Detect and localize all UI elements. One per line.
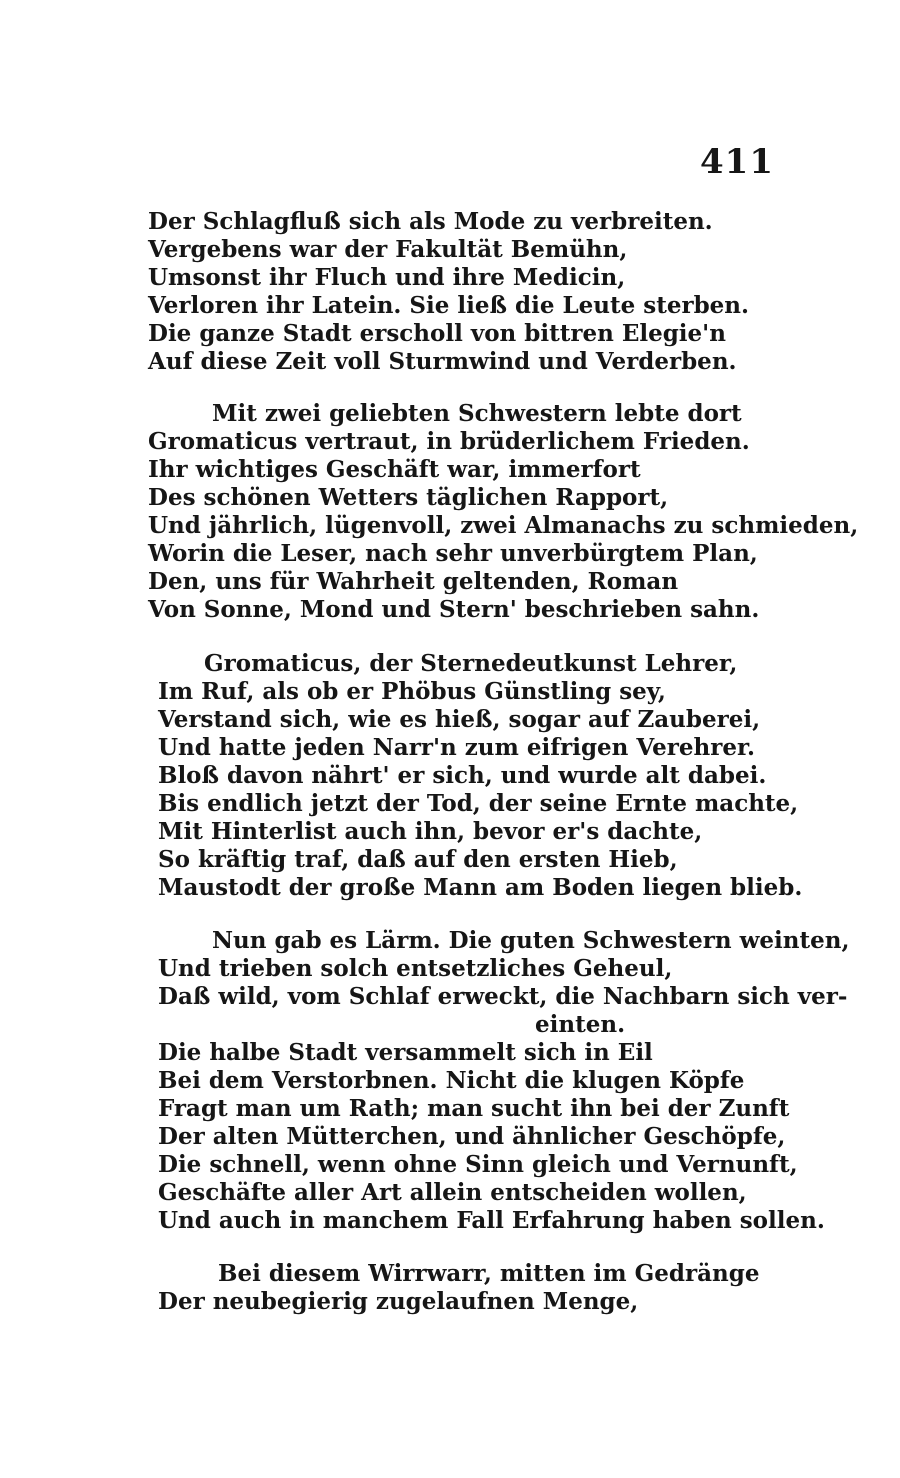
verse-line: Des schönen Wetters täglichen Rapport, — [148, 484, 669, 511]
verse-line: Und trieben solch entsetzliches Geheul, — [158, 955, 673, 982]
verse-line: Den, uns für Wahrheit geltenden, Roman — [148, 568, 679, 595]
verse-line: Verloren ihr Latein. Sie ließ die Leute sterben. — [148, 292, 750, 319]
verse-line: Der neubegierig zugelaufnen Menge, — [158, 1288, 639, 1315]
verse-line: Der Schlagfluß sich als Mode zu verbreiten. — [148, 208, 713, 235]
verse-line: Die schnell, wenn ohne Sinn gleich und Vernunft, — [158, 1151, 798, 1178]
verse-line: Fragt man um Rath; man sucht ihn bei der Zunft — [158, 1095, 790, 1122]
verse-line: Von Sonne, Mond und Stern' beschrieben sahn. — [148, 596, 760, 623]
verse-line: Gromaticus vertraut, in brüderlichem Frieden. — [148, 428, 750, 455]
verse-line: Vergebens war der Fakultät Bemühn, — [148, 236, 628, 263]
verse-line: Maustodt der große Mann am Boden liegen blieb. — [158, 874, 803, 901]
verse-line: Verstand sich, wie es hieß, sogar auf Zauberei, — [158, 706, 761, 733]
verse-line: Und jährlich, lügenvoll, zwei Almanachs zu schmieden, — [148, 512, 859, 539]
verse-line: Bei diesem Wirrwarr, mitten im Gedränge — [218, 1260, 760, 1287]
verse-line: Ihr wichtiges Geschäft war, immerfort — [148, 456, 641, 483]
verse-line: Und auch in manchem Fall Erfahrung haben sollen. — [158, 1207, 825, 1234]
verse-line: Bei dem Verstorbnen. Nicht die klugen Köpfe — [158, 1067, 745, 1094]
verse-line: Daß wild, vom Schlaf erweckt, die Nachbarn sich ver- — [158, 983, 848, 1010]
verse-line: Mit Hinterlist auch ihn, bevor er's dachte, — [158, 818, 703, 845]
verse-line: Und hatte jeden Narr'n zum eifrigen Verehrer. — [158, 734, 756, 761]
verse-line: Nun gab es Lärm. Die guten Schwestern weinten, — [212, 927, 850, 954]
verse-line: Die ganze Stadt erscholl von bittren Elegie'n — [148, 320, 726, 347]
verse-line: Die halbe Stadt versammelt sich in Eil — [158, 1039, 653, 1066]
page-number: 411 — [700, 142, 774, 182]
verse-line: Bis endlich jetzt der Tod, der seine Ernte machte, — [158, 790, 799, 817]
verse-line: Worin die Leser, nach sehr unverbürgtem Plan, — [148, 540, 758, 567]
verse-line: So kräftig traf, daß auf den ersten Hieb, — [158, 846, 678, 873]
verse-line: Mit zwei geliebten Schwestern lebte dort — [212, 400, 742, 427]
verse-line: Geschäfte aller Art allein entscheiden wollen, — [158, 1179, 747, 1206]
verse-line: Gromaticus, der Sternedeutkunst Lehrer, — [204, 650, 738, 677]
verse-line: Der alten Mütterchen, und ähnlicher Geschöpfe, — [158, 1123, 786, 1150]
verse-line-continuation: einten. — [535, 1011, 626, 1038]
verse-line: Umsonst ihr Fluch und ihre Medicin, — [148, 264, 626, 291]
verse-line: Im Ruf, als ob er Phöbus Günstling sey, — [158, 678, 666, 705]
verse-line: Bloß davon nährt' er sich, und wurde alt dabei. — [158, 762, 767, 789]
verse-line: Auf diese Zeit voll Sturmwind und Verderben. — [148, 348, 737, 375]
